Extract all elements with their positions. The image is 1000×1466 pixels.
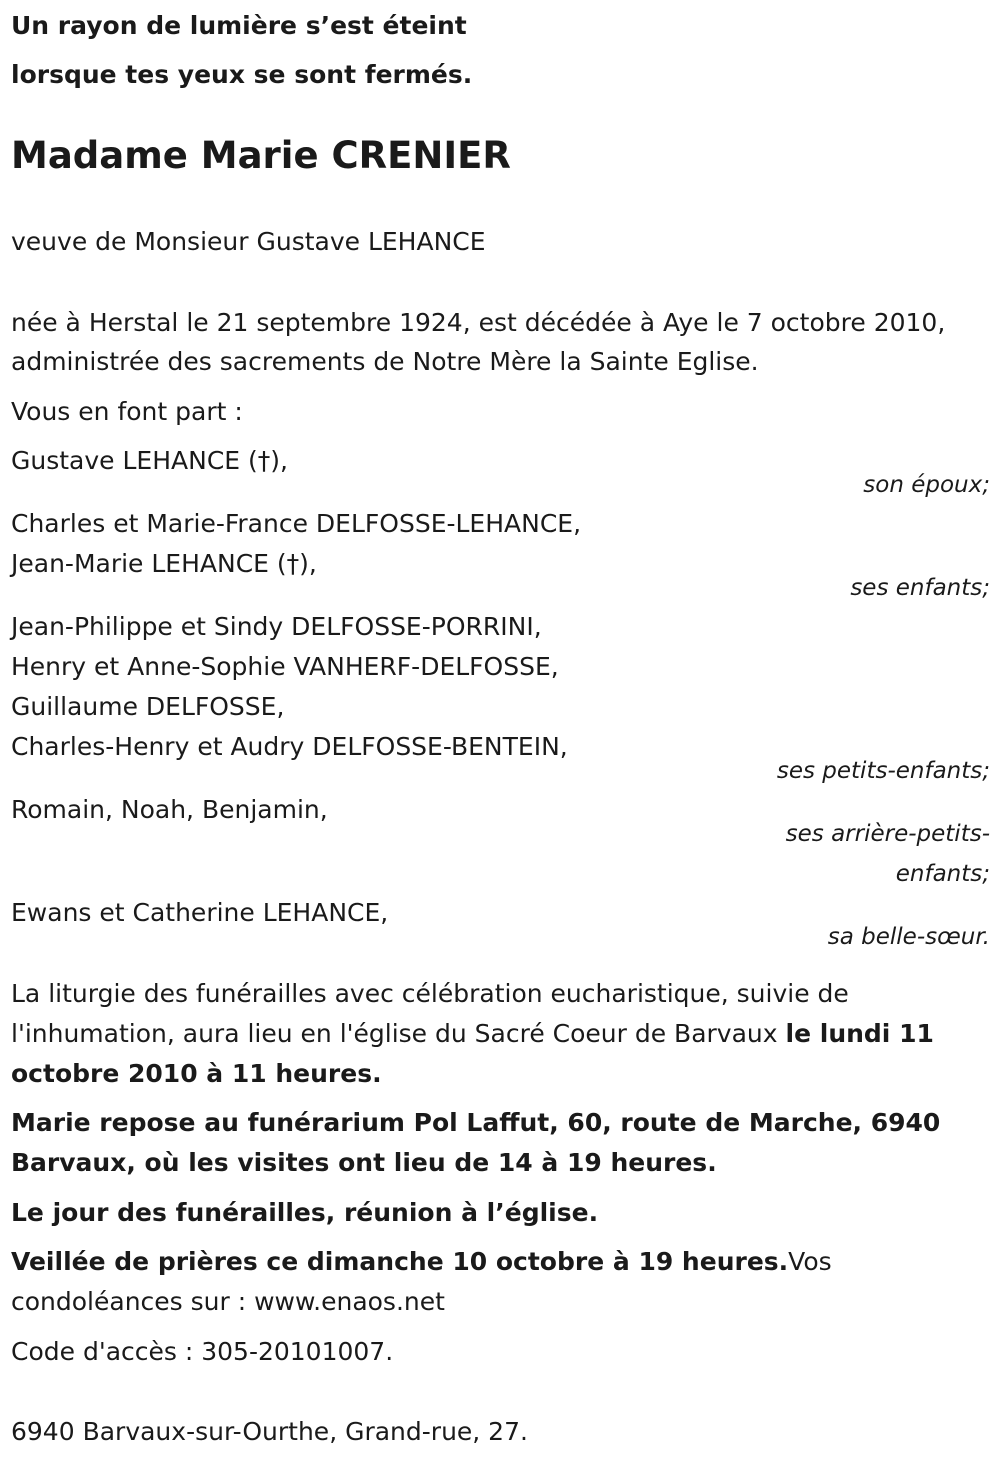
family-relation: enfants; <box>895 861 990 887</box>
vigil-line <box>11 1242 832 1282</box>
vigil-continuation: Vos <box>788 1247 832 1276</box>
family-relation: ses petits-enfants; <box>776 758 990 784</box>
liturgy-text: l'inhumation, aura lieu en l'église du Sacré Coeur de Barvaux <box>11 1019 786 1048</box>
family-name: Ewans et Catherine LEHANCE, <box>11 898 389 927</box>
family-name: Jean-Marie LEHANCE (†), <box>11 549 317 578</box>
address: 6940 Barvaux-sur-Ourthe, Grand-rue, 27. <box>11 1417 528 1446</box>
birth-death-line: née à Herstal le 21 septembre 1924, est décédée à Aye le 7 octobre 2010, <box>11 308 946 337</box>
family-relation: son époux; <box>863 472 990 498</box>
announce: Vous en font part : <box>11 397 243 426</box>
family-name: Henry et Anne-Sophie VANHERF-DELFOSSE, <box>11 652 559 681</box>
deceased-name: Madame Marie CRENIER <box>11 134 511 177</box>
epigraph-line: lorsque tes yeux se sont fermés. <box>11 60 473 89</box>
family-name: Charles-Henry et Audry DELFOSSE-BENTEIN, <box>11 732 568 761</box>
liturgy-line: La liturgie des funérailles avec célébration eucharistique, suivie de <box>11 979 849 1008</box>
condolences-line: condoléances sur : www.enaos.net <box>11 1287 445 1316</box>
vigil-text: Veillée de prières ce dimanche 10 octobre à 19 heures. <box>11 1247 789 1276</box>
family-relation: ses enfants; <box>850 575 990 601</box>
family-name: Gustave LEHANCE (†), <box>11 446 288 475</box>
family-name: Charles et Marie-France DELFOSSE-LEHANCE, <box>11 509 582 538</box>
liturgy-date: le lundi 11 <box>785 1019 934 1048</box>
family-relation: sa belle-sœur. <box>827 924 990 950</box>
widow-of: veuve de Monsieur Gustave LEHANCE <box>11 227 486 256</box>
liturgy-line <box>11 1014 934 1054</box>
family-name: Guillaume DELFOSSE, <box>11 692 285 721</box>
birth-death-line: administrée des sacrements de Notre Mère la Sainte Eglise. <box>11 347 759 376</box>
family-name: Jean-Philippe et Sindy DELFOSSE-PORRINI, <box>11 612 542 641</box>
family-relation: ses arrière-petits- <box>785 821 990 847</box>
funerarium-line: Barvaux, où les visites ont lieu de 14 à 19 heures. <box>11 1148 717 1177</box>
funerarium-line: Marie repose au funérarium Pol Laffut, 60, route de Marche, 6940 <box>11 1108 941 1137</box>
meeting: Le jour des funérailles, réunion à l’église. <box>11 1198 599 1227</box>
epigraph-line: Un rayon de lumière s’est éteint <box>11 11 467 40</box>
access-code: Code d'accès : 305-20101007. <box>11 1337 394 1366</box>
family-name: Romain, Noah, Benjamin, <box>11 795 328 824</box>
liturgy-date: octobre 2010 à 11 heures. <box>11 1059 382 1088</box>
